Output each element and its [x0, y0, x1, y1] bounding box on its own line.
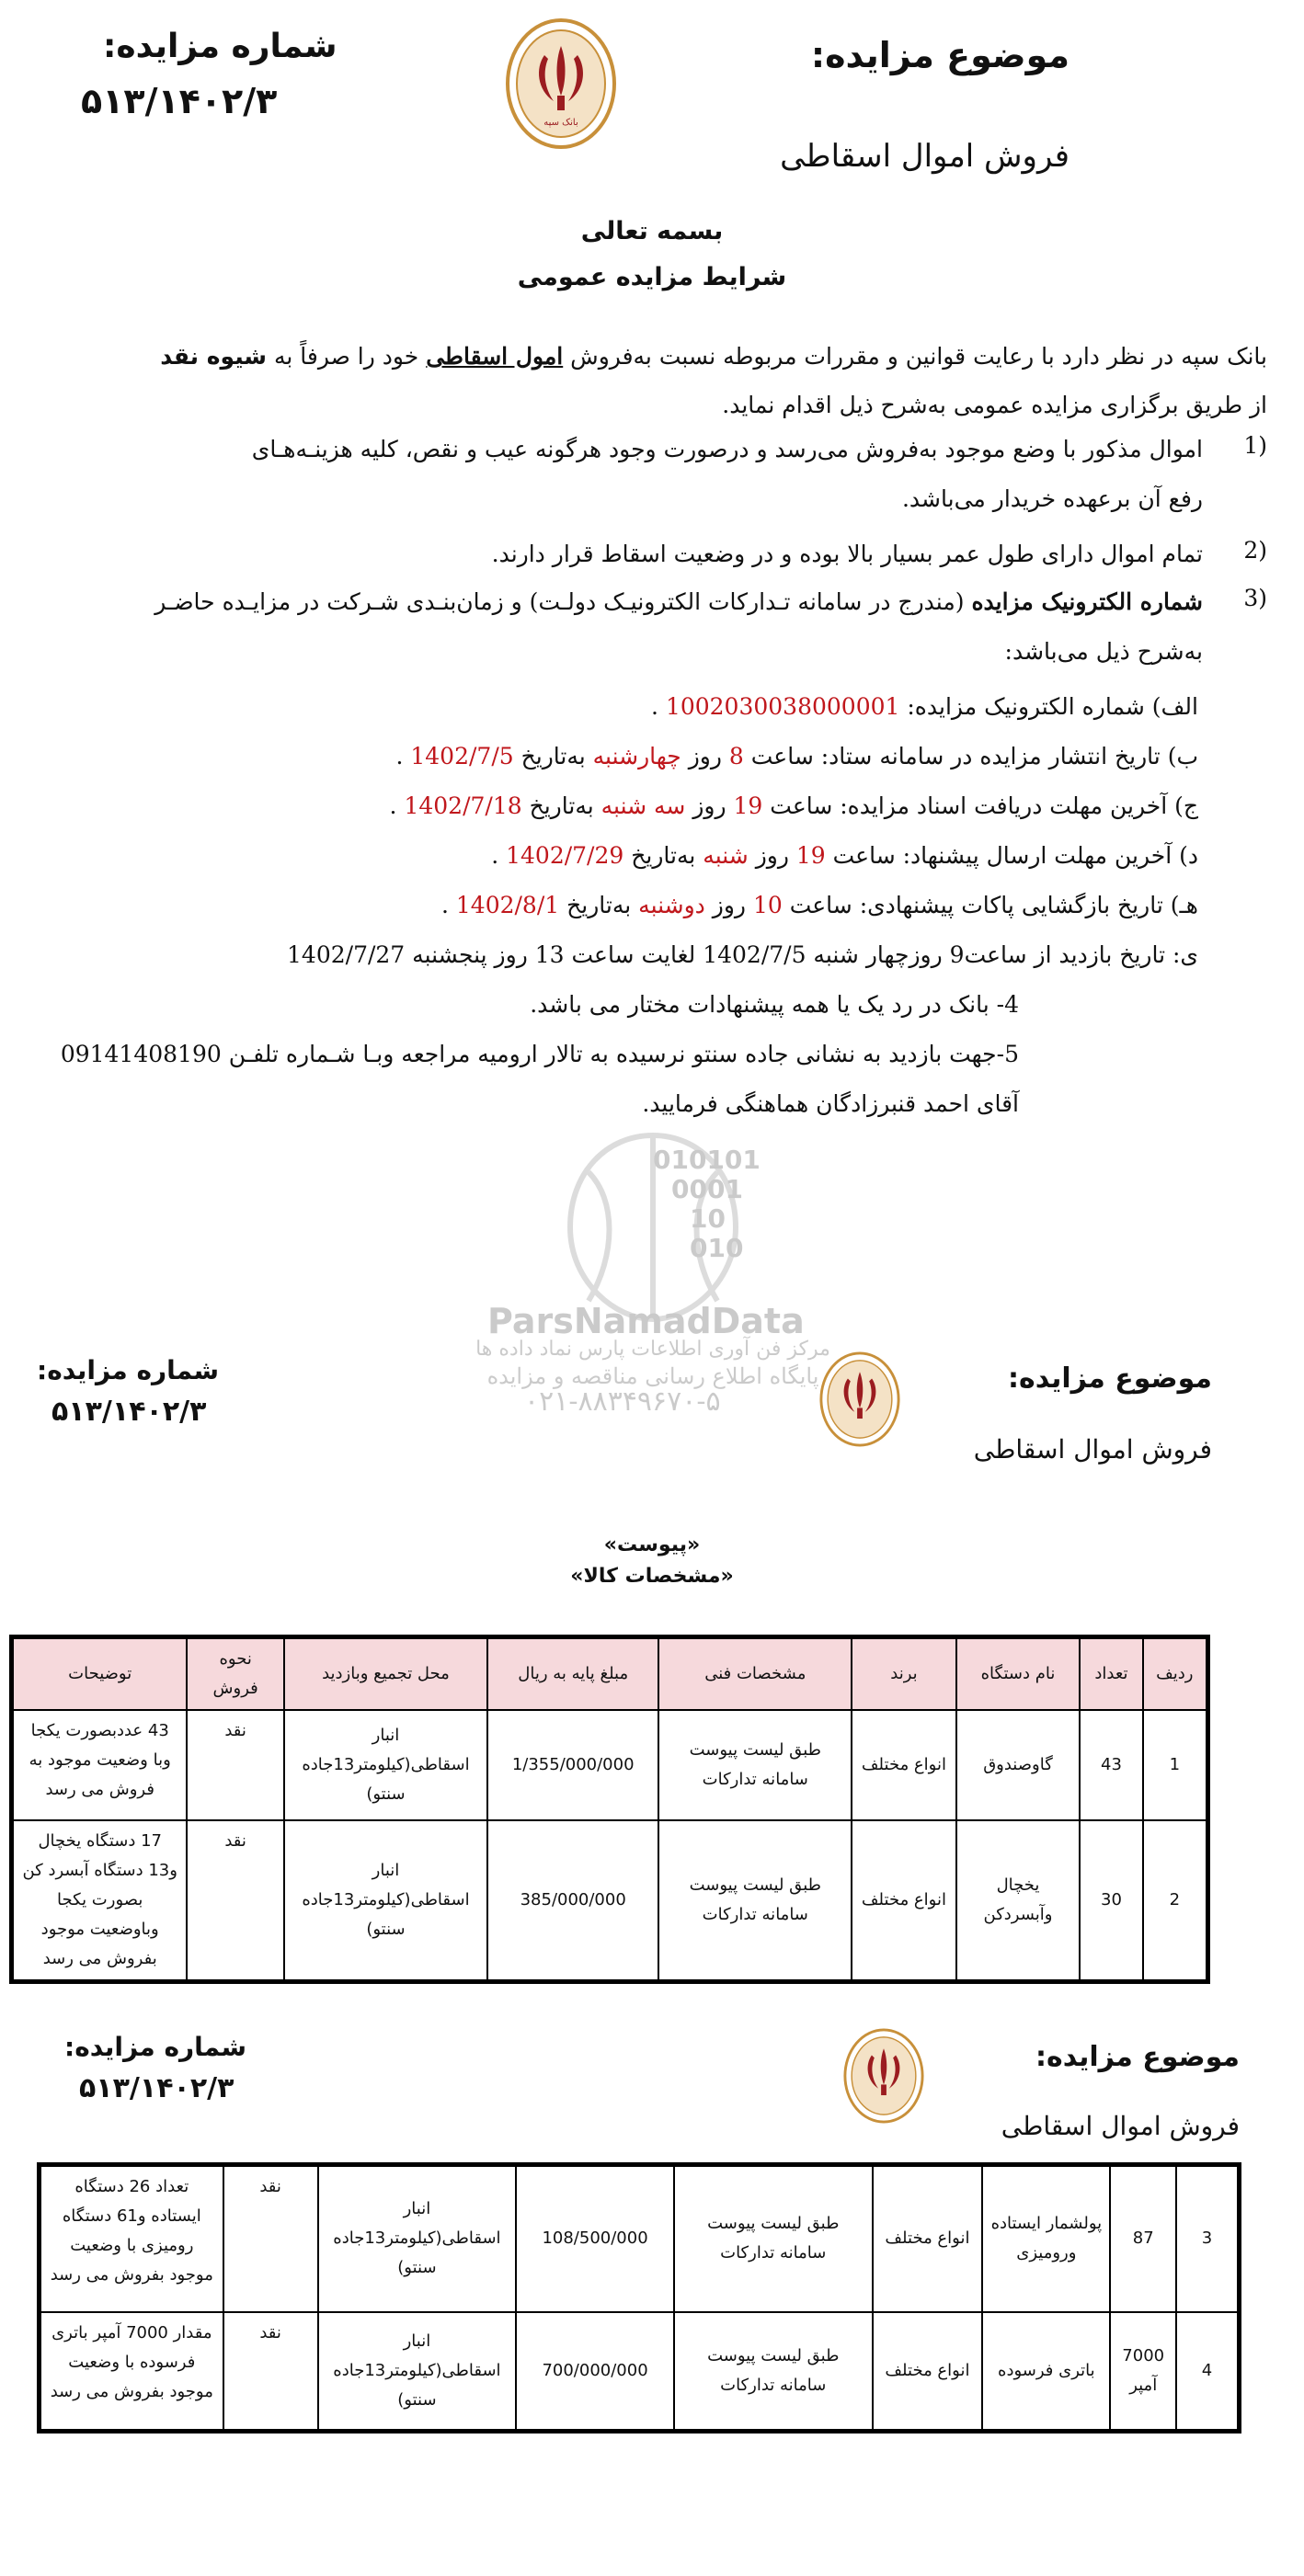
item-5-b: آقای احمد قنبرزادگان هماهنگی فرمایید.	[642, 1090, 1019, 1117]
item-c-day: سه شنبه	[601, 792, 686, 819]
header-cell: نحوه فروش	[187, 1637, 283, 1711]
cell: انبار اسقاطی(کیلومتر13جاده سنتو)	[284, 1710, 487, 1820]
logo-caption	[543, 118, 578, 128]
item-c-end: .	[389, 792, 405, 819]
cell: 43	[1080, 1710, 1142, 1820]
cell: انبار اسقاطی(کیلومتر13جاده سنتو)	[284, 1820, 487, 1982]
cell: 7000 آمپر	[1110, 2312, 1176, 2432]
item-b-mid2: به‌تاریخ	[513, 743, 593, 769]
cell: نقد	[187, 1710, 283, 1820]
header-cell: تعداد	[1080, 1637, 1142, 1711]
item-e-hour: 10	[752, 892, 783, 918]
item-c-hour: 19	[733, 792, 763, 819]
number-value: ۵۱۳/۱۴۰۲/۳	[81, 81, 278, 121]
cell: 700/000/000	[516, 2312, 674, 2432]
subject-value-3: فروش اموال اسقاطی	[1001, 2111, 1240, 2141]
title-line2: شرایط مزایده عمومی	[517, 263, 787, 291]
watermark-binary-2: 0001	[671, 1174, 743, 1204]
cell: 385/000/000	[487, 1820, 658, 1982]
item-d-mid2: به‌تاریخ	[623, 842, 703, 869]
cell: نقد	[223, 2312, 318, 2432]
number-label-2: شماره مزایده:	[37, 1355, 219, 1385]
watermark-binary-4: 010	[690, 1233, 744, 1263]
header-cell: مبلغ پایه به ریال	[487, 1637, 658, 1711]
cell: نقد	[223, 2165, 318, 2312]
item-1-text-a: اموال مذکور با وضع موجود به‌فروش می‌رسد و درصورت وجود هرگونه عیب و نقص، کلیه هزینـه‌هـای	[251, 436, 1203, 462]
cell: 1	[1143, 1710, 1208, 1820]
subject-label-2: موضوع مزایده:	[1008, 1362, 1212, 1395]
item-e-date: 1402/8/1	[455, 892, 560, 918]
item-2-text: تمام اموال دارای طول عمر بسیار بالا بوده و در وضعیت اسقاط قرار دارند.	[491, 541, 1203, 567]
item-d-mid: روز	[748, 842, 796, 869]
item-c-mid: روز	[685, 792, 734, 819]
number-value-2: ۵۱۳/۱۴۰۲/۳	[51, 1396, 207, 1428]
cell: انواع مختلف	[852, 1710, 956, 1820]
cell: 2	[1143, 1820, 1208, 1982]
cell: انبار اسقاطی(کیلومتر13جاده سنتو)	[318, 2312, 517, 2432]
bank-logo-3	[842, 2026, 925, 2126]
goods-table-2	[37, 2162, 1241, 2434]
item-a-end: .	[651, 693, 666, 720]
bank-logo	[504, 17, 618, 151]
intro-line2: از طریق برگزاری مزایده عمومی به‌شرح ذیل اقدام نماید.	[722, 392, 1267, 418]
cell: طبق لیست پیوست سامانه تدارکات	[674, 2312, 873, 2432]
cell: انبار اسقاطی(کیلومتر13جاده سنتو)	[318, 2165, 517, 2312]
goods-table-1	[9, 1635, 1210, 1984]
header-cell: توضیحات	[12, 1637, 188, 1711]
header-cell: مشخصات فنی	[658, 1637, 852, 1711]
subject-label-3: موضوع مزایده:	[1035, 2041, 1240, 2073]
item-5-a: 5-جهت بازدید به نشانی جاده سنتو نرسیده به تالار ارومیه مراجعه وبـا شـماره تلفـن 09141408190	[60, 1041, 1019, 1067]
cell: انواع مختلف	[873, 2165, 983, 2312]
watermark-binary-3: 10	[690, 1203, 726, 1234]
item-b	[395, 735, 1198, 778]
cell: یخچال وآبسردکن	[956, 1820, 1081, 1982]
table-row	[40, 2165, 1240, 2312]
watermark	[469, 1117, 837, 1418]
item-c-label: ج) آخرین مهلت دریافت اسناد مزایده: ساعت	[762, 792, 1198, 819]
cell: طبق لیست پیوست سامانه تدارکات	[658, 1710, 852, 1820]
subject-label: موضوع مزایده:	[810, 35, 1070, 75]
item-b-end: .	[395, 743, 411, 769]
bank-logo-2	[818, 1350, 901, 1449]
item-c-mid2: به‌تاریخ	[521, 792, 601, 819]
cell: نقد	[187, 1820, 283, 1982]
cell: 87	[1110, 2165, 1176, 2312]
item-b-mid: روز	[681, 743, 729, 769]
header-cell: برند	[852, 1637, 956, 1711]
number-value-3: ۵۱۳/۱۴۰۲/۳	[79, 2072, 234, 2104]
item-c	[390, 785, 1198, 827]
item-d-day: شنبه	[703, 842, 749, 869]
item-3-text-b: به‌شرح ذیل می‌باشد:	[1004, 638, 1203, 665]
cell: 43 عددبصورت یکجا وبا وضعیت موجود به فروش می رسد	[12, 1710, 188, 1820]
subject-value-2: فروش اموال اسقاطی	[973, 1434, 1212, 1465]
cell: انواع مختلف	[852, 1820, 956, 1982]
item-e-day: دوشنبه	[638, 892, 705, 918]
intro-highlight2: شیوه نقد	[160, 343, 267, 370]
item-e-mid: روز	[704, 892, 753, 918]
cell: تعداد 26 دستگاه ایستاده و61 دستگاه رومیزی با وضعیت موجود بفروش می رسد	[40, 2165, 223, 2312]
item-d-label: د) آخرین مهلت ارسال پیشنهاد: ساعت	[825, 842, 1198, 869]
item-2-number: 2)	[1243, 537, 1267, 564]
item-a-label: الف) شماره الکترونیک مزایده:	[899, 693, 1198, 720]
cell: مقدار 7000 آمپر باتری فرسوده با وضعیت موجود بفروش می رسد	[40, 2312, 223, 2432]
intro-paragraph	[35, 336, 1267, 378]
attachment-title: «پیوست»	[603, 1533, 701, 1556]
title-line1: بسمه تعالی	[580, 217, 724, 245]
watermark-binary-1: 010101	[653, 1145, 761, 1175]
item-b-date: 1402/7/5	[410, 743, 514, 769]
item-a-value: 1002030038000001	[665, 693, 900, 720]
svg-text:بانک سپه: بانک سپه	[543, 118, 578, 128]
item-3-bold: شماره الکترونیک مزایده	[971, 588, 1203, 615]
table-header-row	[12, 1637, 1208, 1711]
item-b-label: ب) تاریخ انتشار مزایده در سامانه ستاد: ساعت	[743, 743, 1198, 769]
header-cell: نام دستگاه	[956, 1637, 1081, 1711]
item-e	[441, 884, 1198, 927]
cell: 30	[1080, 1820, 1142, 1982]
cell: 17 دستگاه یخچال و13 دستگاه آبسرد کن بصورت یکجا وباوضعیت موجود بفروش می رسد	[12, 1820, 188, 1982]
table-row	[12, 1820, 1208, 1982]
intro-part2: خود را صرفاً به	[267, 343, 427, 370]
intro-highlight1: امول اسقاطی	[426, 343, 564, 370]
header-cell: محل تجمیع وبازدید	[284, 1637, 487, 1711]
item-d-hour: 19	[795, 842, 826, 869]
item-b-day: چهارشنبه	[592, 743, 681, 769]
subject-value: فروش اموال اسقاطی	[780, 138, 1070, 175]
item-d	[491, 835, 1198, 877]
table-row	[40, 2312, 1240, 2432]
item-1-text-b: رفع آن برعهده خریدار می‌باشد.	[901, 485, 1203, 512]
table-row	[12, 1710, 1208, 1820]
item-e-label: هـ) تاریخ بازگشایی پاکات پیشنهادی: ساعت	[782, 892, 1198, 918]
cell: طبق لیست پیوست سامانه تدارکات	[674, 2165, 873, 2312]
cell: 108/500/000	[516, 2165, 674, 2312]
attachment-subtitle: «مشخصات کالا»	[570, 1565, 734, 1588]
intro-part1: بانک سپه در نظر دارد با رعایت قوانین و مقررات مربوطه نسبت به‌فروش	[563, 343, 1267, 370]
item-c-date: 1402/7/18	[404, 792, 522, 819]
item-3-rest: (مندرج در سامانه تـدارکات الکترونیـک دولـت) و زمان‌بنـدی شـرکت در مزایـده حاضـر	[154, 588, 972, 615]
cell: گاوصندوق	[956, 1710, 1081, 1820]
cell: انواع مختلف	[873, 2312, 983, 2432]
cell: 1/355/000/000	[487, 1710, 658, 1820]
header-cell: ردیف	[1143, 1637, 1208, 1711]
watermark-line1: مرکز فن آوری اطلاعات پارس نماد داده ها	[475, 1338, 830, 1361]
item-b-hour: 8	[728, 743, 744, 769]
item-4: 4- بانک در رد یک یا همه پیشنهادات مختار می باشد.	[530, 991, 1019, 1018]
cell: باتری فرسوده	[982, 2312, 1110, 2432]
cell: پولشمار ایستاده ورومیزی	[982, 2165, 1110, 2312]
item-3-text-a	[30, 581, 1203, 623]
cell: 4	[1176, 2312, 1239, 2432]
item-e-mid2: به‌تاریخ	[559, 892, 639, 918]
cell: طبق لیست پیوست سامانه تدارکات	[658, 1820, 852, 1982]
cell: 3	[1176, 2165, 1239, 2312]
item-d-end: .	[491, 842, 507, 869]
item-a	[651, 686, 1198, 728]
item-e-end: .	[440, 892, 456, 918]
item-f: ی: تاریخ بازدید از ساعت9 روزچهار شنبه 1402/7/5 لغایت ساعت 13 روز پنجشنبه 1402/7/27	[287, 941, 1198, 968]
watermark-brand: ParsNamadData	[487, 1301, 805, 1341]
item-d-date: 1402/7/29	[506, 842, 624, 869]
item-3-number: 3)	[1243, 585, 1267, 611]
number-label: شماره مزایده:	[103, 28, 337, 65]
watermark-line2: پایگاه اطلاع رسانی مناقصه و مزایده	[486, 1363, 819, 1389]
item-1-number: 1)	[1243, 432, 1267, 459]
number-label-3: شماره مزایده:	[64, 2032, 246, 2062]
watermark-phone: ۰۲۱-۸۸۳۴۹۶۷۰-۵	[524, 1385, 721, 1418]
